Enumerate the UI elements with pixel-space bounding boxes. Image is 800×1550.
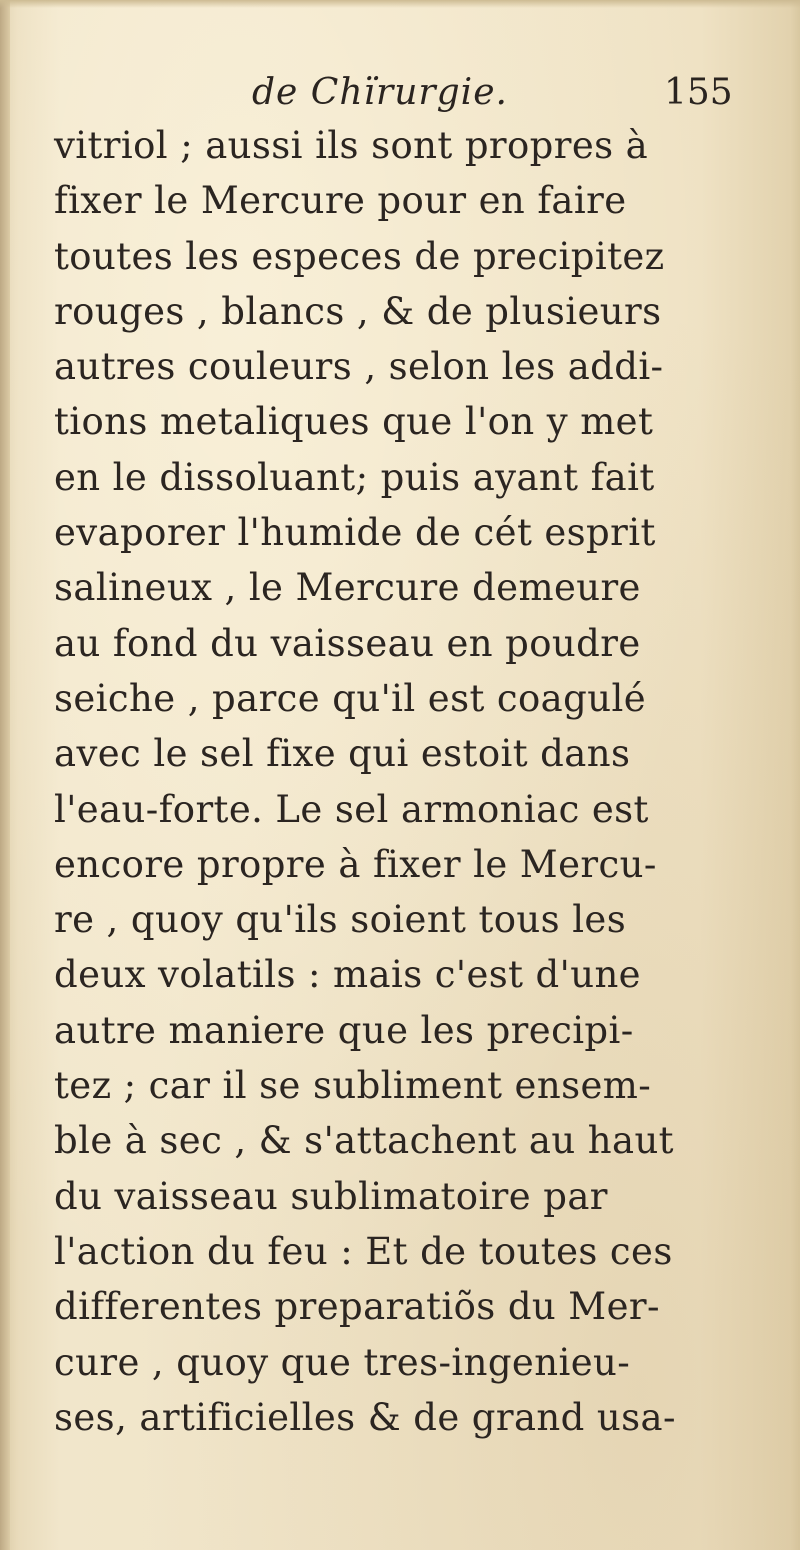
text-line: l'action du feu : Et de toutes ces [54,1229,673,1273]
text-line: salineux , le Mercure demeure [54,566,641,610]
running-head-title: de Chïrurgie. [252,72,508,113]
body-text [54,118,754,1445]
text-line: ses, artificielles & de grand usa- [54,1395,676,1439]
text-line: autre maniere que les precipi- [54,1008,634,1052]
text-line: encore propre à fixer le Mercu- [54,842,657,886]
text-line: fixer le Mercure pour en faire [54,179,627,223]
text-line: toutes les especes de precipitez [54,234,665,278]
text-line: du vaisseau sublimatoire par [54,1174,608,1218]
page-binding-edge [0,0,10,1550]
text-line: differentes preparatiõs du Mer- [54,1285,660,1329]
text-line: au fond du vaisseau en poudre [54,621,641,665]
text-line: cure , quoy que tres-ingenieu- [54,1340,631,1384]
text-line: en le dissoluant; puis ayant fait [54,455,655,499]
page-number: 155 [664,72,733,113]
text-line: seiche , parce qu'il est coagulé [54,676,646,720]
text-line: tions metaliques que l'on y met [54,400,654,444]
page-top-edge [0,0,800,8]
text-line: tez ; car il se subliment ensem- [54,1064,652,1108]
text-line: vitriol ; aussi ils sont propres à [54,124,649,167]
text-line: evaporer l'humide de cét esprit [54,511,656,555]
text-line: rouges , blancs , & de plusieurs [54,289,662,333]
text-line: ble à sec , & s'attachent au haut [54,1119,674,1163]
text-line: avec le sel fixe qui estoit dans [54,732,631,776]
text-line: l'eau-forte. Le sel armoniac est [54,787,649,831]
text-line: deux volatils : mais c'est d'une [54,953,641,997]
text-line: re , quoy qu'ils soient tous les [54,898,627,942]
text-line: autres couleurs , selon les addi- [54,345,664,389]
